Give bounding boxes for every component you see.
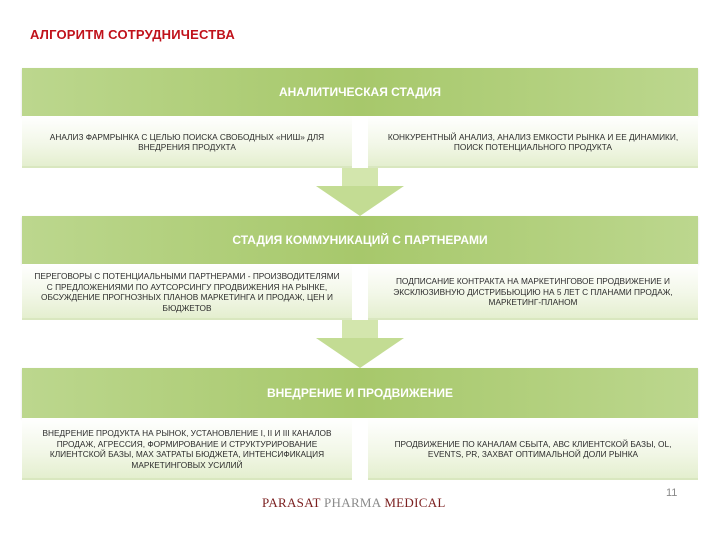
stage-header-communication: СТАДИЯ КОММУНИКАЦИЙ С ПАРТНЕРАМИ: [22, 216, 698, 264]
stage-body-analytic: [22, 116, 698, 168]
stage-body-communication: [22, 264, 698, 320]
analytic-right-text: КОНКУРЕНТНЫЙ АНАЛИЗ, АНАЛИЗ ЕМКОСТИ РЫНКА И ЕЕ ДИНАМИКИ, ПОИСК ПОТЕНЦИАЛЬНОГО ПРОДУКТА: [368, 116, 698, 168]
stage-header-analytic: АНАЛИТИЧЕСКАЯ СТАДИЯ: [22, 68, 698, 116]
brand-part-pharma: PHARMA: [324, 495, 381, 510]
analytic-left-text: АНАЛИЗ ФАРМРЫНКА С ЦЕЛЬЮ ПОИСКА СВОБОДНЫХ «НИШ» ДЛЯ ВНЕДРЕНИЯ ПРОДУКТА: [22, 116, 352, 168]
down-arrow-icon: [316, 320, 404, 368]
page-number: 11: [666, 487, 678, 499]
brand-part-parasat: PARASAT: [262, 495, 321, 510]
promotion-right-text: ПРОДВИЖЕНИЕ ПО КАНАЛАМ СБЫТА, АВС КЛИЕНТСКОЙ БАЗЫ, OL, EVENTS, PR, ЗАХВАТ ОПТИМАЛЬНОЙ ДОЛИ РЫНКА: [368, 418, 698, 480]
stage-body-promotion: [22, 418, 698, 480]
company-logo: [262, 495, 446, 511]
communication-right-text: ПОДПИСАНИЕ КОНТРАКТА НА МАРКЕТИНГОВОЕ ПРОДВИЖЕНИЕ И ЭКСКЛЮЗИВНУЮ ДИСТРИБЬЮЦИЮ НА 5 ЛЕТ С ПЛАНАМИ ПРОДАЖ, МАРКЕТИНГ-ПЛАНОМ: [368, 264, 698, 320]
promotion-left-text: ВНЕДРЕНИЕ ПРОДУКТА НА РЫНОК, УСТАНОВЛЕНИЕ I, II И III КАНАЛОВ ПРОДАЖ, АГРЕССИЯ, ФОРМИРОВАНИЕ И СТРУКТУРИРОВАНИЕ КЛИЕНТСКОЙ БАЗЫ, МАХ ЗАТРАТЫ БЮДЖЕТА, ИНТЕНСИФИКАЦИЯ МАРКЕТИНГОВЫХ УСИЛИЙ: [22, 418, 352, 480]
stage-header-promotion: ВНЕДРЕНИЕ И ПРОДВИЖЕНИЕ: [22, 368, 698, 418]
down-arrow-icon: [316, 168, 404, 216]
communication-left-text: ПЕРЕГОВОРЫ С ПОТЕНЦИАЛЬНЫМИ ПАРТНЕРАМИ - ПРОИЗВОДИТЕЛЯМИ С ПРЕДЛОЖЕНИЯМИ ПО АУТСОРСИНГУ ПРОДВИЖЕНИЯ НА РЫНКЕ, ОБСУЖДЕНИЕ ПРОГНОЗНЫХ ПЛАНОВ МАРКЕТИНГА И ПРОДАЖ, ЦЕН И БЮДЖЕТОВ: [22, 264, 352, 320]
brand-part-medical: MEDICAL: [384, 495, 446, 510]
page-title: АЛГОРИТМ СОТРУДНИЧЕСТВА: [30, 27, 235, 42]
